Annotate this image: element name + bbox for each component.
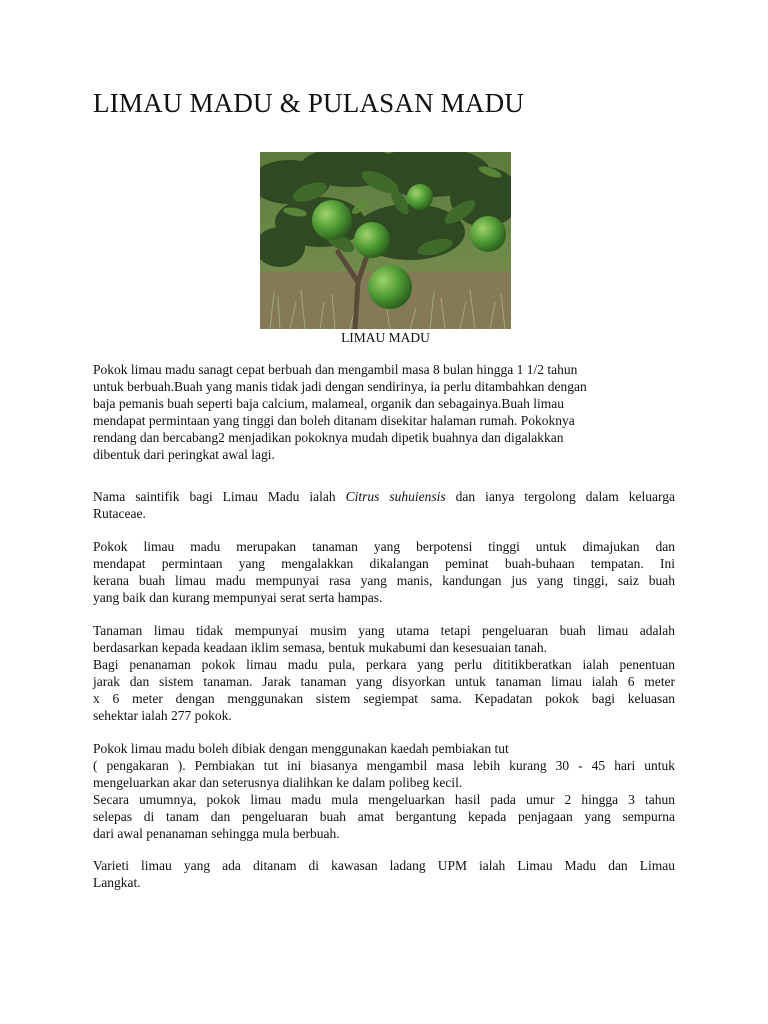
text-line: yang baik dan kurang mempunyai serat serta hampas.: [93, 590, 383, 605]
paragraph-2: [93, 488, 675, 522]
scientific-name: Citrus suhuiensis: [345, 489, 446, 504]
limau-madu-photo: [260, 152, 511, 329]
paragraph-6: [93, 857, 675, 891]
text-line: Rutaceae.: [93, 506, 146, 521]
paragraph-5: [93, 740, 675, 842]
paragraph-1: [93, 361, 675, 463]
paragraph-3: [93, 538, 675, 606]
text-line: sehektar ialah 277 pokok.: [93, 708, 232, 723]
text-line: rendang dan bercabang2 menjadikan pokoknya mudah dipetik buahnya dan digalakkan: [93, 430, 564, 445]
photo-caption: LIMAU MADU: [341, 330, 430, 345]
text-line: untuk berbuah.Buah yang manis tidak jadi dengan sendirinya, ia perlu ditambahkan dengan: [93, 379, 587, 394]
text-line: berdasarkan kepada keadaan iklim semasa, bentuk mukabumi dan kesesuaian tanah.: [93, 640, 547, 655]
text-line: dibentuk dari peringkat awal lagi.: [93, 447, 275, 462]
text-line: Pokok limau madu sanagt cepat berbuah dan mengambil masa 8 bulan hingga 1 1/2 tahun: [93, 362, 578, 377]
text-line: kerana buah limau madu mempunyai rasa yang manis, kandungan jus yang tinggi, saiz buah: [93, 573, 675, 588]
text-line: ( pengakaran ). Pembiakan tut ini biasanya mengambil masa lebih kurang 30 - 45 hari untuk: [93, 758, 675, 773]
text-segment: Nama saintifik bagi Limau Madu ialah: [93, 489, 346, 504]
text-line: baja pemanis buah seperti baja calcium, malameal, organik dan sebagainya.Buah limau: [93, 396, 564, 411]
text-line: Secara umumnya, pokok limau madu mula mengeluarkan hasil pada umur 2 hingga 3 tahun: [93, 792, 675, 807]
text-line: Pokok limau madu boleh dibiak dengan menggunakan kaedah pembiakan tut: [93, 741, 509, 756]
text-line: mendapat permintaan yang mengalakkan dikalangan peminat buah-buhaan tempatan. Ini: [93, 556, 675, 571]
text-line: jarak dan sistem tanaman. Jarak tanaman yang disyorkan untuk tanaman limau ialah 6 meter: [93, 674, 675, 689]
text-line: Pokok limau madu merupakan tanaman yang berpotensi tinggi untuk dimajukan dan: [93, 539, 675, 554]
text-line: Langkat.: [93, 875, 141, 890]
text-line: mengeluarkan akar dan seterusnya dialihkan ke dalam polibeg kecil.: [93, 775, 463, 790]
text-line: x 6 meter dengan menggunakan sistem segiempat sama. Kepadatan pokok bagi keluasan: [93, 691, 675, 706]
text-line: [93, 488, 675, 505]
text-line: Tanaman limau tidak mempunyai musim yang utama tetapi pengeluaran buah limau adalah: [93, 623, 675, 638]
text-line: mendapat permintaan yang tinggi dan boleh ditanam disekitar halaman rumah. Pokoknya: [93, 413, 575, 428]
text-line: selepas di tanam dan pengeluaran buah amat bergantung kepada penjagaan yang sempurna: [93, 809, 675, 824]
text-line: dari awal penanaman sehingga mula berbuah.: [93, 826, 340, 841]
text-line: Bagi penanaman pokok limau madu pula, perkara yang perlu dititikberatkan ialah penentuan: [93, 657, 675, 672]
document-title: LIMAU MADU & PULASAN MADU: [93, 88, 525, 118]
text-line: Varieti limau yang ada ditanam di kawasan ladang UPM ialah Limau Madu dan Limau: [93, 858, 675, 873]
text-segment: dan ianya tergolong dalam keluarga: [445, 489, 675, 504]
paragraph-4: [93, 622, 675, 724]
